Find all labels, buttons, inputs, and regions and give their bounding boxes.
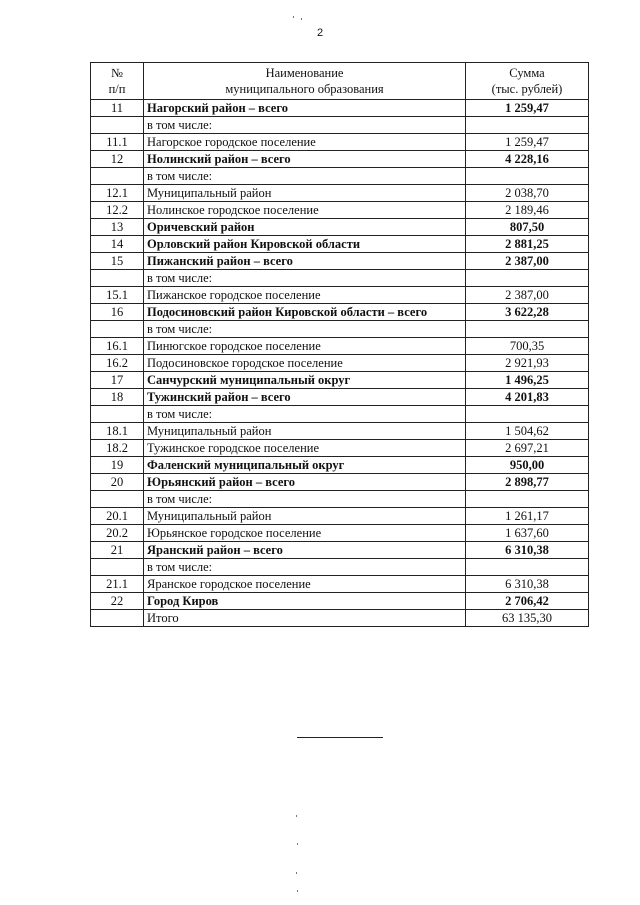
row-number-cell: 22 [91, 593, 144, 610]
table-header-row [91, 63, 589, 100]
row-name-cell: Подосиновский район Кировской области – всего [144, 304, 466, 321]
row-name-cell: Пижанский район – всего [144, 253, 466, 270]
row-number-cell: 11 [91, 100, 144, 117]
table-row [91, 423, 589, 440]
row-sum-cell: 1 496,25 [466, 372, 589, 389]
row-name-cell: Подосиновское городское поселение [144, 355, 466, 372]
row-number-cell [91, 270, 144, 287]
row-number-cell [91, 491, 144, 508]
row-sum-cell: 1 259,47 [466, 134, 589, 151]
row-name-cell: Орловский район Кировской области [144, 236, 466, 253]
row-sum-cell: 1 637,60 [466, 525, 589, 542]
page-number: 2 [316, 27, 324, 39]
row-name-cell: в том числе: [144, 321, 466, 338]
row-name-cell: Фаленский муниципальный округ [144, 457, 466, 474]
table-row [91, 576, 589, 593]
row-number-cell [91, 321, 144, 338]
row-name-cell: Пинюгское городское поселение [144, 338, 466, 355]
row-name-cell: в том числе: [144, 406, 466, 423]
row-name-cell: Оричевский район [144, 219, 466, 236]
row-number-cell: 13 [91, 219, 144, 236]
table-row [91, 287, 589, 304]
table-row [91, 610, 589, 627]
row-number-cell: 19 [91, 457, 144, 474]
row-name-cell: в том числе: [144, 168, 466, 185]
row-name-cell: Муниципальный район [144, 423, 466, 440]
row-name-cell: Яранское городское поселение [144, 576, 466, 593]
row-name-cell: Муниципальный район [144, 185, 466, 202]
row-sum-cell: 807,50 [466, 219, 589, 236]
row-number-cell [91, 610, 144, 627]
row-sum-cell: 2 038,70 [466, 185, 589, 202]
row-number-cell: 18.1 [91, 423, 144, 440]
row-number-cell: 15.1 [91, 287, 144, 304]
table-row [91, 117, 589, 134]
row-number-cell: 12.2 [91, 202, 144, 219]
row-name-cell: Юрьянское городское поселение [144, 525, 466, 542]
row-sum-cell: 63 135,30 [466, 610, 589, 627]
scan-speck [297, 890, 298, 892]
row-number-cell: 18.2 [91, 440, 144, 457]
row-sum-cell: 2 706,42 [466, 593, 589, 610]
closing-separator-line [297, 737, 383, 738]
row-name-cell: в том числе: [144, 559, 466, 576]
table-row [91, 440, 589, 457]
table-row [91, 168, 589, 185]
row-name-cell: Санчурский муниципальный округ [144, 372, 466, 389]
table-row [91, 525, 589, 542]
table-row [91, 559, 589, 576]
table-row [91, 185, 589, 202]
row-sum-cell: 2 387,00 [466, 287, 589, 304]
scan-speck [296, 872, 297, 874]
table-row [91, 270, 589, 287]
row-number-cell: 21.1 [91, 576, 144, 593]
table-row [91, 253, 589, 270]
row-number-cell [91, 168, 144, 185]
row-name-cell: Город Киров [144, 593, 466, 610]
row-number-cell [91, 117, 144, 134]
row-sum-cell: 4 201,83 [466, 389, 589, 406]
table-row [91, 474, 589, 491]
row-sum-cell [466, 559, 589, 576]
row-name-cell: Яранский район – всего [144, 542, 466, 559]
row-name-cell: в том числе: [144, 270, 466, 287]
row-name-cell: Нагорский район – всего [144, 100, 466, 117]
row-sum-cell: 1 261,17 [466, 508, 589, 525]
row-sum-cell [466, 117, 589, 134]
table-row [91, 202, 589, 219]
scan-speck [301, 18, 302, 20]
row-sum-cell: 1 504,62 [466, 423, 589, 440]
subsidy-table [90, 62, 589, 627]
row-number-cell: 11.1 [91, 134, 144, 151]
table-row [91, 134, 589, 151]
row-sum-cell: 1 259,47 [466, 100, 589, 117]
row-sum-cell: 2 881,25 [466, 236, 589, 253]
header-num: № п/п [91, 63, 144, 100]
row-sum-cell: 6 310,38 [466, 576, 589, 593]
table-row [91, 236, 589, 253]
row-number-cell: 12.1 [91, 185, 144, 202]
row-sum-cell: 2 697,21 [466, 440, 589, 457]
table-row [91, 338, 589, 355]
table-body [91, 100, 589, 627]
row-sum-cell [466, 168, 589, 185]
table-row [91, 219, 589, 236]
row-name-cell: Нолинское городское поселение [144, 202, 466, 219]
scan-speck [293, 16, 294, 18]
row-number-cell: 20.2 [91, 525, 144, 542]
row-number-cell [91, 406, 144, 423]
row-name-cell: Тужинский район – всего [144, 389, 466, 406]
table-row [91, 406, 589, 423]
row-number-cell: 14 [91, 236, 144, 253]
table-row [91, 355, 589, 372]
table-row [91, 100, 589, 117]
row-sum-cell: 4 228,16 [466, 151, 589, 168]
row-name-cell: Муниципальный район [144, 508, 466, 525]
row-number-cell: 18 [91, 389, 144, 406]
table-row [91, 372, 589, 389]
table-row [91, 491, 589, 508]
row-name-cell: Нагорское городское поселение [144, 134, 466, 151]
row-sum-cell [466, 491, 589, 508]
row-number-cell: 16 [91, 304, 144, 321]
row-sum-cell [466, 270, 589, 287]
row-number-cell: 21 [91, 542, 144, 559]
row-number-cell: 16.2 [91, 355, 144, 372]
row-name-cell: Нолинский район – всего [144, 151, 466, 168]
table-row [91, 151, 589, 168]
row-sum-cell: 2 921,93 [466, 355, 589, 372]
row-number-cell: 12 [91, 151, 144, 168]
row-sum-cell: 2 898,77 [466, 474, 589, 491]
row-number-cell: 17 [91, 372, 144, 389]
table-row [91, 542, 589, 559]
scan-speck [296, 815, 297, 817]
table-row [91, 457, 589, 474]
row-name-cell: Итого [144, 610, 466, 627]
row-number-cell: 16.1 [91, 338, 144, 355]
table-row [91, 389, 589, 406]
table-row [91, 304, 589, 321]
row-name-cell: Юрьянский район – всего [144, 474, 466, 491]
row-name-cell: в том числе: [144, 491, 466, 508]
row-number-cell: 15 [91, 253, 144, 270]
row-sum-cell: 2 387,00 [466, 253, 589, 270]
table-row [91, 593, 589, 610]
row-name-cell: Тужинское городское поселение [144, 440, 466, 457]
row-number-cell: 20.1 [91, 508, 144, 525]
row-sum-cell: 700,35 [466, 338, 589, 355]
header-name: Наименование муниципального образования [144, 63, 466, 100]
row-sum-cell [466, 406, 589, 423]
row-name-cell: в том числе: [144, 117, 466, 134]
scan-speck [297, 843, 298, 845]
table-row [91, 321, 589, 338]
row-sum-cell: 2 189,46 [466, 202, 589, 219]
row-number-cell: 20 [91, 474, 144, 491]
row-sum-cell [466, 321, 589, 338]
row-sum-cell: 3 622,28 [466, 304, 589, 321]
row-number-cell [91, 559, 144, 576]
header-sum: Сумма (тыс. рублей) [466, 63, 589, 100]
table-row [91, 508, 589, 525]
row-name-cell: Пижанское городское поселение [144, 287, 466, 304]
row-sum-cell: 950,00 [466, 457, 589, 474]
row-sum-cell: 6 310,38 [466, 542, 589, 559]
